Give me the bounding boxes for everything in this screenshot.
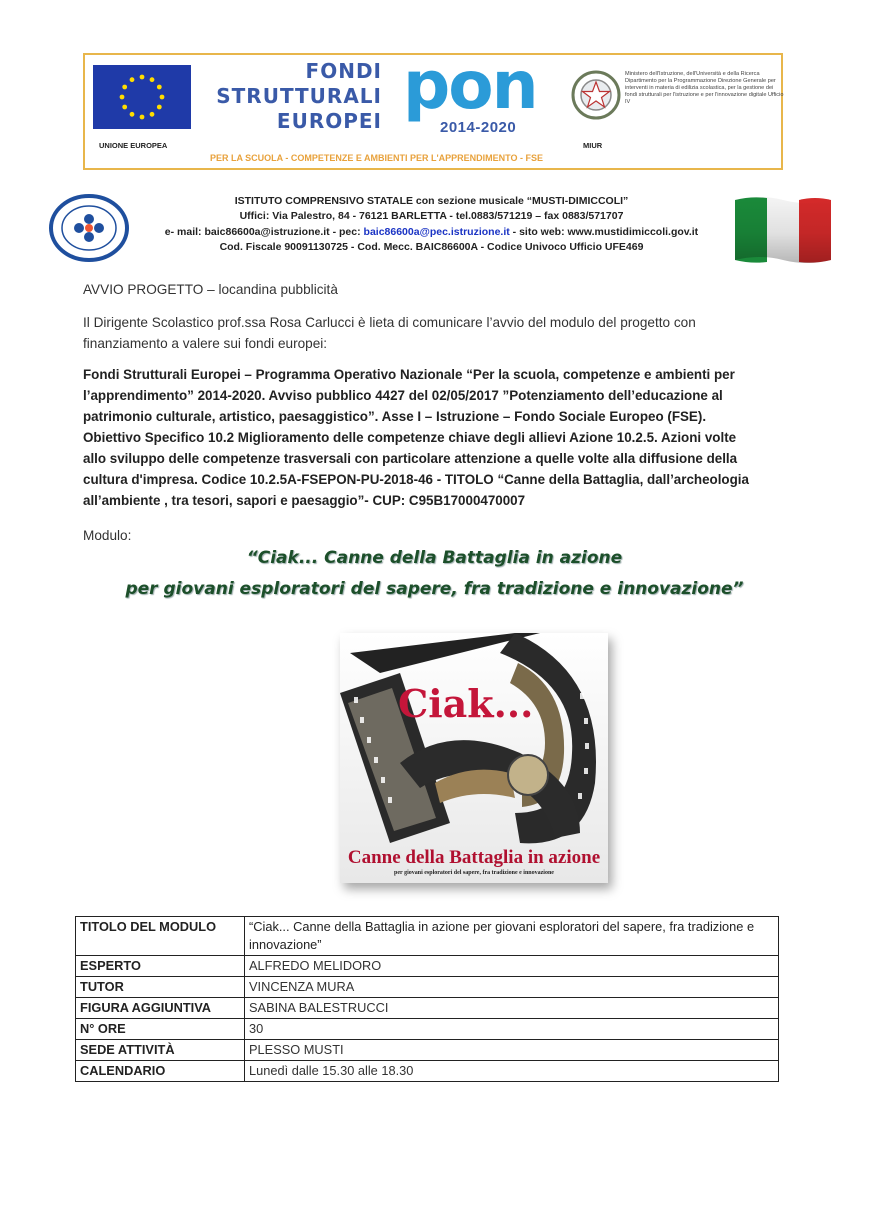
row-key: ESPERTO [76, 956, 245, 977]
poster-subtitle: per giovani esploratori del sapere, fra tradizione e innovazione [394, 870, 554, 876]
italian-republic-emblem-icon [570, 69, 622, 121]
heading-avvio: AVVIO PROGETTO – locandina pubblicità [83, 282, 338, 297]
ciak-poster [340, 633, 608, 883]
miur-label: MIUR [583, 141, 603, 150]
poster-title: Canne della Battaglia in azione [347, 847, 601, 868]
row-value: VINCENZA MURA [245, 977, 779, 998]
row-value: Lunedì dalle 15.30 alle 18.30 [245, 1061, 779, 1082]
row-value: ALFREDO MELIDORO [245, 956, 779, 977]
row-value: SABINA BALESTRUCCI [245, 998, 779, 1019]
poster-ciak: Ciak... [398, 681, 534, 726]
ministry-text: Ministero dell'Istruzione, dell'Università e della Ricerca Dipartimento per la Programmazione Direzione Generale per interventi in materia di edilizia scolastica, per la gestione dei fondi strutturali per l'istruzione e per l'innovazione digitale Ufficio IV [625, 71, 784, 105]
modulo-label: Modulo: [83, 528, 132, 543]
row-key: SEDE ATTIVITÀ [76, 1040, 245, 1061]
school-codes: Cod. Fiscale 90091130725 - Cod. Mecc. BAIC86600A - Codice Univoco Ufficio UFE469 [219, 240, 644, 253]
school-address: Uffici: Via Palestro, 84 - 76121 BARLETTA - tel.0883/571219 – fax 0883/571707 [239, 210, 624, 223]
pec-link[interactable]: baic86600a@pec.istruzione.it [363, 225, 510, 238]
row-value: “Ciak... Canne della Battaglia in azione per giovani esploratori del sapere, fra tradizione e innovazione” [245, 917, 779, 956]
row-value: PLESSO MUSTI [245, 1040, 779, 1061]
table-row [76, 998, 779, 1019]
table-row [76, 917, 779, 956]
module-info-table [75, 916, 779, 1082]
pon-banner [83, 47, 784, 170]
row-key: CALENDARIO [76, 1061, 245, 1082]
row-key: FIGURA AGGIUNTIVA [76, 998, 245, 1019]
table-row [76, 977, 779, 998]
school-logo [48, 194, 130, 262]
row-key: TUTOR [76, 977, 245, 998]
eu-label: UNIONE EUROPEA [99, 141, 168, 150]
school-name: ISTITUTO COMPRENSIVO STATALE con sezione musicale “MUSTI-DIMICCOLI” [234, 195, 629, 207]
table-row [76, 1019, 779, 1040]
school-contacts: e- mail: baic86600a@istruzione.it - pec: baic86600a@pec.istruzione.it - sito web: www.mustidimiccoli.gov.it [164, 225, 699, 238]
modulo-title: “Ciak... Canne della Battaglia in azione per giovani esploratori del sapere, fra tradizione e innovazione” [125, 548, 744, 599]
table-row [76, 1061, 779, 1082]
table-row [76, 1040, 779, 1061]
row-key: TITOLO DEL MODULO [76, 917, 245, 956]
fondi-strutturali-title: FONDI STRUTTURALI EUROPEI [216, 59, 382, 133]
funding-paragraph: Fondi Strutturali Europei – Programma Operativo Nazionale “Per la scuola, competenze e ambienti per l’apprendimento” 2014-2020. Avviso pubblico 4427 del 02/05/2017 ”Potenziamento dell’educazione al patrimonio culturale, artistico, paesaggistico”. Asse I – Istruzione – Fondo Sociale Europeo (FSE). Obiettivo Specifico 10.2 Miglioramento delle competenze chiave degli allievi Azione 10.2.5. Azioni volte allo sviluppo delle competenze trasversali con particolare attenzione a quelle volte alla diffusione della cultura d'impresa. Codice 10.2.5A-FSEPON-PU-2018-46 - TITOLO “Canne della Battaglia, dall’archeologia all’ambiente , tra tesori, sapori e paesaggio”- CUP: C95B17000470007 [83, 367, 749, 508]
pon-subtitle: PER LA SCUOLA - COMPETENZE E AMBIENTI PER L'APPRENDIMENTO - FSE [210, 153, 543, 163]
pon-logo: pon [403, 47, 537, 124]
eu-flag-icon [93, 65, 191, 129]
pon-years: 2014-2020 [440, 119, 517, 136]
row-value: 30 [245, 1019, 779, 1040]
table-row [76, 956, 779, 977]
intro-paragraph: Il Dirigente Scolastico prof.ssa Rosa Carlucci è lieta di comunicare l’avvio del modulo del progetto con finanziamento a valere sui fondi europei: [83, 315, 696, 351]
school-header [130, 194, 733, 255]
italian-flag-icon [735, 194, 831, 266]
film-reel-illustration [340, 633, 608, 883]
row-key: N° ORE [76, 1019, 245, 1040]
